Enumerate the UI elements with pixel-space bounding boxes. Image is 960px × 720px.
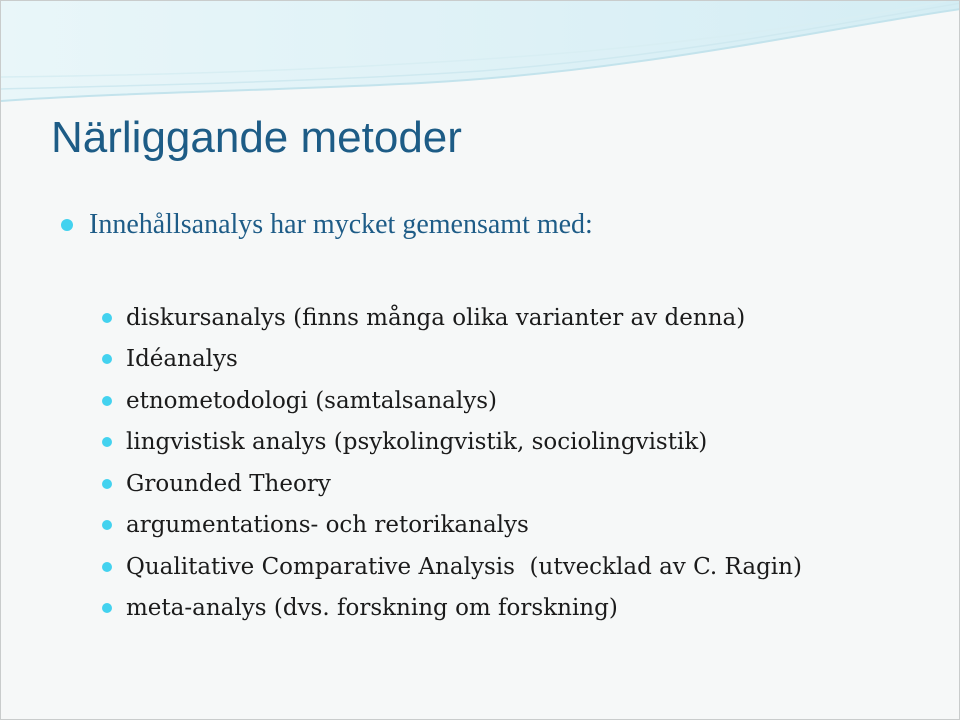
list-item xyxy=(102,505,802,547)
list-item-text: lingvistisk analys (psykolingvistik, sociolingvistik) xyxy=(126,429,708,456)
list-item-text: argumentations- och retorikanalys xyxy=(126,512,529,539)
bullet-dot-icon xyxy=(102,396,112,406)
method-list xyxy=(102,297,802,629)
list-item xyxy=(102,297,802,339)
list-item xyxy=(102,546,802,588)
bullet-dot-icon xyxy=(102,313,112,323)
bullet-dot-icon xyxy=(102,479,112,489)
list-item-text: diskursanalys (finns många olika varianter av denna) xyxy=(126,304,746,331)
list-item xyxy=(102,588,802,630)
list-item-text: etnometodologi (samtalsanalys) xyxy=(126,387,497,414)
list-item xyxy=(102,422,802,464)
list-item-text: Grounded Theory xyxy=(126,470,331,497)
list-item-text: meta-analys (dvs. forskning om forskning) xyxy=(126,595,618,622)
bullet-dot-icon xyxy=(102,603,112,613)
bullet-dot-icon xyxy=(61,219,73,231)
bullet-dot-icon xyxy=(102,354,112,364)
list-item xyxy=(102,463,802,505)
list-item-text: Idéanalys xyxy=(126,346,238,373)
list-item xyxy=(102,380,802,422)
bullet-dot-icon xyxy=(102,520,112,530)
header-wave-decoration xyxy=(1,1,960,111)
lead-text: Innehållsanalys har mycket gemensamt med: xyxy=(89,209,593,240)
bullet-dot-icon xyxy=(102,562,112,572)
bullet-dot-icon xyxy=(102,437,112,447)
list-item-text: Qualitative Comparative Analysis (utvecklad av C. Ragin) xyxy=(126,553,802,580)
slide-title: Närliggande metoder xyxy=(51,113,462,162)
lead-bullet xyxy=(61,209,593,241)
list-item xyxy=(102,339,802,381)
